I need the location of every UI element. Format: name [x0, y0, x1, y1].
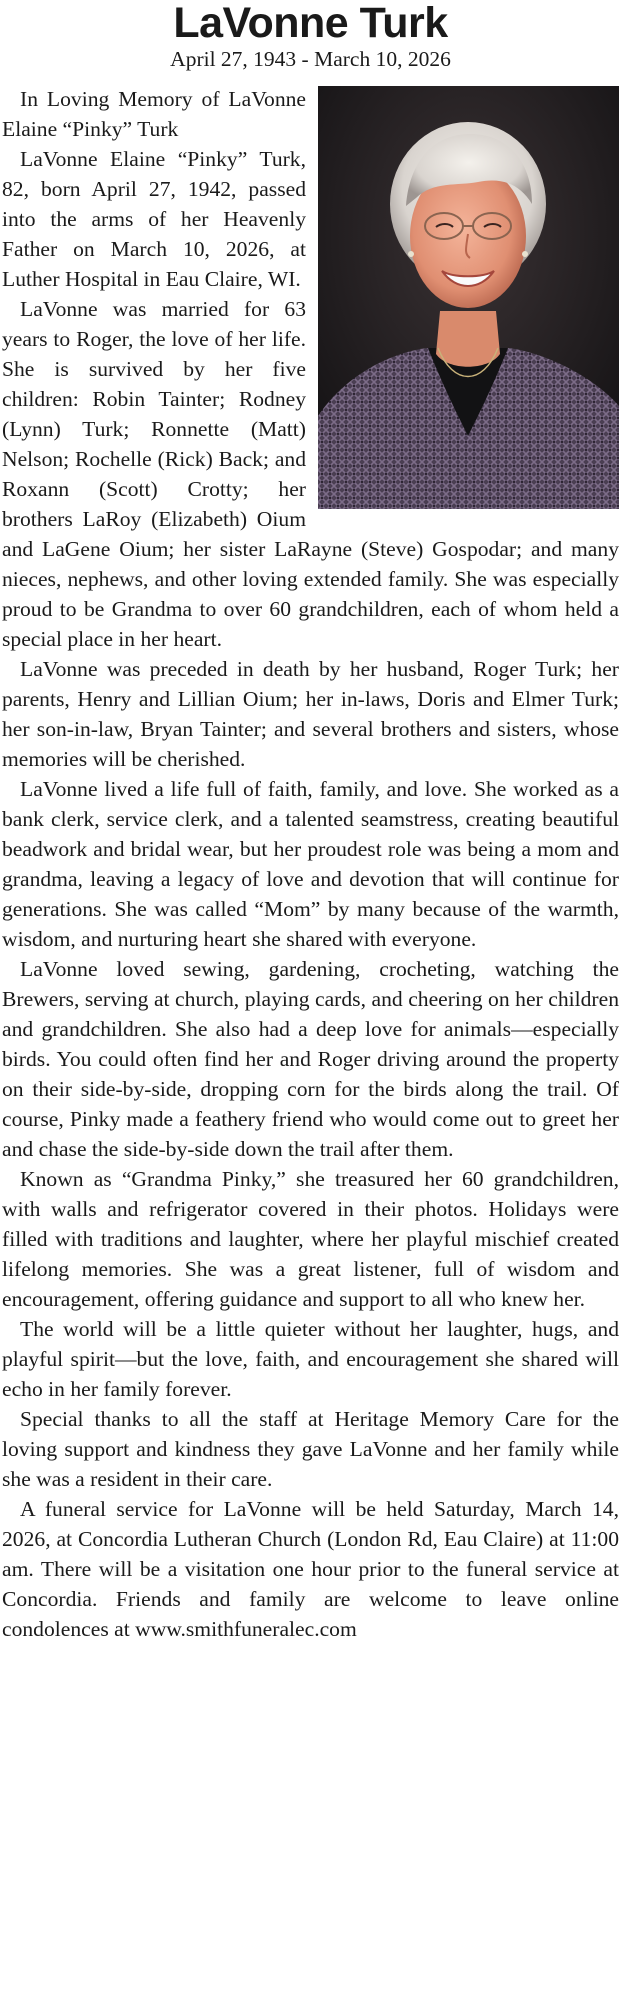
preceded-paragraph: LaVonne was preceded in death by her husband, Roger Turk; her parents, Henry and Lillian Oium; her in-laws, Doris and Elmer Turk; her son-in-law, Bryan Tainter; and several brothers and sisters, whose memories will be cherished. [2, 657, 619, 771]
opening-paragraph: In Loving Memory of LaVonne Elaine “Pinky” Turk [2, 87, 306, 141]
life-paragraph: LaVonne lived a life full of faith, family, and love. She worked as a bank clerk, service clerk, and a talented seamstress, creating beautiful beadwork and bridal wear, but her proudest role was being a mom and grandma, leaving a legacy of love and devotion that will continue for generations. She was called “Mom” by many because of the warmth, wisdom, and nurturing heart she shared with everyone. [2, 777, 619, 951]
portrait-photo-image [318, 86, 619, 509]
legacy-paragraph: The world will be a little quieter without her laughter, hugs, and playful spirit—but the love, faith, and encouragement she shared will echo in her family forever. [2, 1317, 619, 1401]
service-paragraph: A funeral service for LaVonne will be held Saturday, March 14, 2026, at Concordia Lutheran Church (London Rd, Eau Claire) at 11:00 am. There will be a visitation one hour prior to the funeral service at Concordia. Friends and family are welcome to leave online condolences at www.smithfuneralec.com [2, 1497, 619, 1641]
grandma-paragraph: Known as “Grandma Pinky,” she treasured her 60 grandchildren, with walls and refrigerator covered in their photos. Holidays were filled with traditions and laughter, where her playful mischief created lifelong memories. She was a great listener, full of wisdom and encouragement, offering guidance and support to all who knew her. [2, 1167, 619, 1311]
obituary-body [2, 84, 619, 1644]
portrait-photo [318, 86, 619, 509]
survivors-paragraph: LaVonne was married for 63 years to Roger, the love of her life. She is survived by her five children: Robin Tainter; Rodney (Lynn) Turk; Ronnette (Matt) Nelson; Rochelle (Rick) Back; and Roxann (Scott) Crotty; her brothers LaRoy (Elizabeth) Oium and LaGene Oium; her sister LaRayne (Steve) Gospodar; and many nieces, nephews, and other loving extended family. She was especially proud to be Grandma to over 60 grandchildren, each of whom held a special place in her heart. [2, 297, 619, 651]
life-dates: April 27, 1943 - March 10, 2026 [170, 47, 451, 71]
obituary-name: LaVonne Turk [173, 0, 448, 47]
thanks-paragraph: Special thanks to all the staff at Heritage Memory Care for the loving support and kindness they gave LaVonne and her family while she was a resident in their care. [2, 1407, 619, 1491]
hobbies-paragraph: LaVonne loved sewing, gardening, crocheting, watching the Brewers, serving at church, playing cards, and cheering on her children and grandchildren. She also had a deep love for animals—especially birds. You could often find her and Roger driving around the property on their side-by-side, dropping corn for the birds along the trail. Of course, Pinky made a feathery friend who would come out to greet her and chase the side-by-side down the trail after them. [2, 957, 619, 1161]
obituary-paragraph: LaVonne Elaine “Pinky” Turk, 82, born April 27, 1942, passed into the arms of her Heavenly Father on March 10, 2026, at Luther Hospital in Eau Claire, WI. [2, 147, 306, 291]
